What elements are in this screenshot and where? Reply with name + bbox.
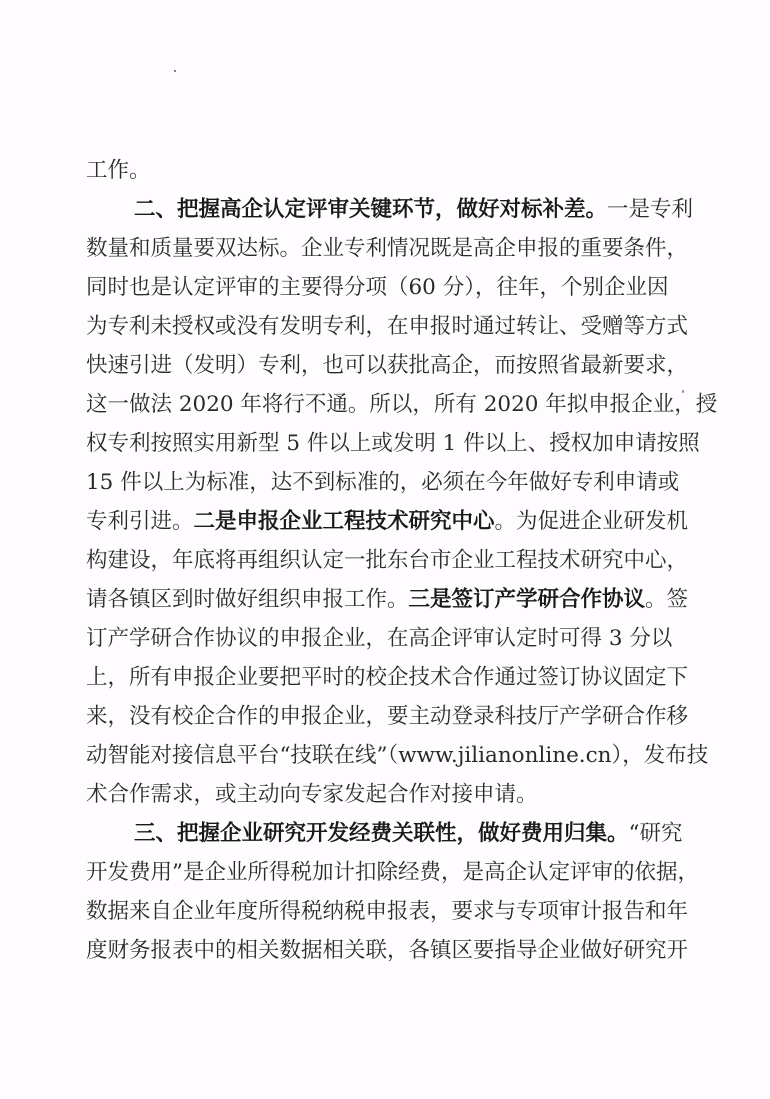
text-line: [86, 541, 689, 580]
body-text: 这一做法 2020 年将行不通。所以，所有 2020 年拟申报企业，授: [86, 392, 718, 417]
section-heading: 二、把握高企认定评审关键环节，做好对标补差。: [134, 197, 608, 222]
text-line: [86, 502, 689, 541]
body-text: 工作。: [86, 158, 151, 183]
text-line: [86, 268, 669, 307]
body-text: 构建设，年底将再组织认定一批东台市企业工程技术研究中心，: [86, 548, 689, 573]
body-text: 术合作需求，或主动向专家发起合作对接申请。: [86, 782, 538, 807]
document-body: [86, 151, 718, 970]
section-heading: 三、把握企业研究开发经费关联性，做好费用归集。: [134, 821, 629, 846]
body-text: 数据来自企业年度所得税纳税申报表，要求与专项审计报告和年: [86, 899, 689, 924]
text-line: [86, 853, 699, 892]
text-line: [86, 463, 680, 502]
text-line: [86, 580, 689, 619]
emphasis-text: 三是签订产学研合作协议: [408, 587, 646, 612]
emphasis-text: 二是申报企业工程技术研究中心: [193, 509, 495, 534]
body-text: 同时也是认定评审的主要得分项（60 分），往年，个别企业因: [86, 275, 669, 300]
body-text: 。为促进企业研发机: [494, 509, 689, 534]
body-text: 一是专利: [607, 197, 694, 222]
text-line: [86, 346, 689, 385]
body-text: 上，所有申报企业要把平时的校企技术合作通过签订协议固定下: [86, 665, 689, 690]
body-text: 订产学研合作协议的申报企业，在高企评审认定时可得 3 分以: [86, 626, 673, 651]
body-text: 来，没有校企合作的申报企业，要主动登录科技厅产学研合作移: [86, 704, 689, 729]
body-text: 。签: [645, 587, 689, 612]
text-line: [86, 424, 700, 463]
body-text: 开发费用”是企业所得税加计扣除经费，是高企认定评审的依据，: [86, 860, 699, 885]
body-text: 数量和质量要双达标。: [86, 236, 302, 261]
section-heading-line: [86, 190, 694, 229]
body-text: 为专利未授权或没有发明专利，在申报时通过转让、受赠等方式: [86, 314, 689, 339]
body-text: 权专利按照实用新型 5 件以上或发明 1 件以上、授权加申请按照: [86, 431, 700, 456]
body-text: 企业专利情况既是高企申报的重要条件，: [301, 236, 689, 261]
text-line: [86, 658, 689, 697]
text-line: [86, 151, 662, 190]
body-text: 快速引进（发明）专利，也可以获批高企，而按照省最新要求，: [86, 353, 689, 378]
body-text: 专利引进。: [86, 509, 194, 534]
text-line: [86, 697, 689, 736]
text-line: [86, 229, 689, 268]
body-text: 请各镇区到时做好组织申报工作。: [86, 587, 409, 612]
text-line: [86, 892, 689, 931]
text-line: [86, 931, 689, 970]
text-line: [86, 385, 718, 424]
section-heading-line: [86, 814, 683, 853]
scan-speck: [174, 70, 176, 72]
text-line: [86, 307, 689, 346]
text-line: [86, 619, 673, 658]
text-line: [86, 736, 709, 775]
text-line: [86, 775, 662, 814]
body-text: “研究: [628, 821, 683, 846]
body-text: 动智能对接信息平台“技联在线”（www.jilianonline.cn），发布技: [86, 743, 709, 768]
body-text: 15 件以上为标准，达不到标准的，必须在今年做好专利申请或: [86, 470, 680, 495]
body-text: 度财务报表中的相关数据相关联，各镇区要指导企业做好研究开: [86, 938, 689, 963]
